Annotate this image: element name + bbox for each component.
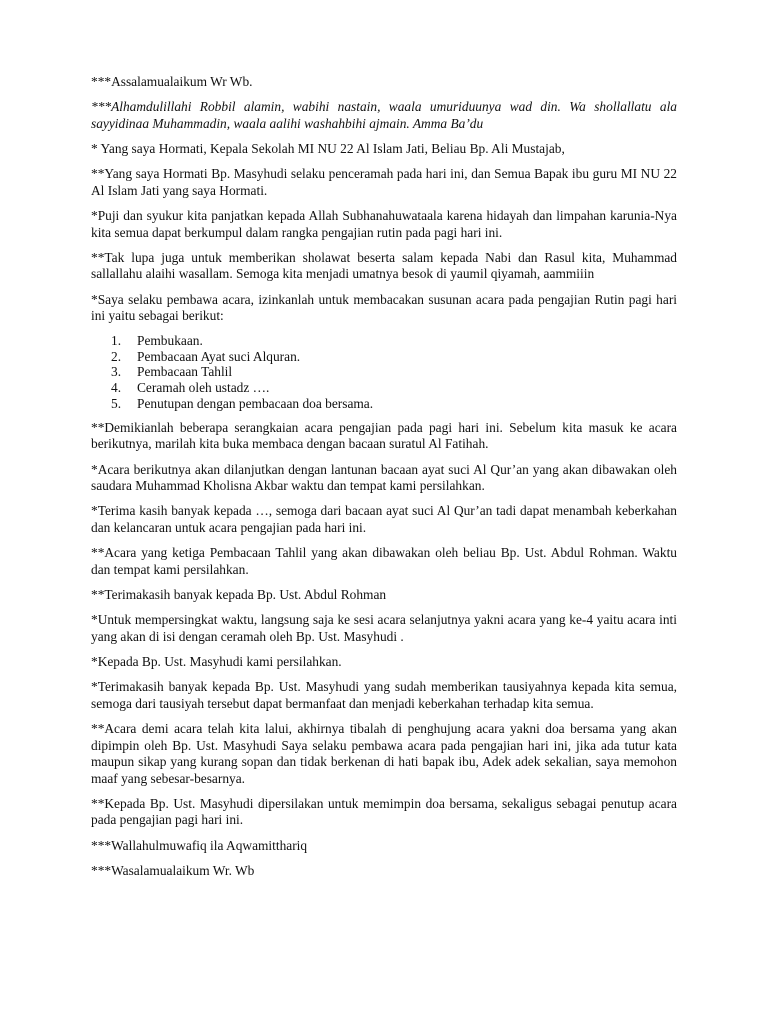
paragraph: *Saya selaku pembawa acara, izinkanlah untuk membacakan susunan acara pada pengajian Rutin pagi hari ini yaitu sebagai berikut: — [91, 291, 677, 324]
paragraph: *Puji dan syukur kita panjatkan kepada Allah Subhanahuwataala karena hidayah dan limpahan karunia-Nya kita semua dapat berkumpul dalam rangka pengajian rutin pada pagi hari ini. — [91, 207, 677, 240]
agenda-item-text: Ceramah oleh ustadz …. — [137, 380, 270, 396]
agenda-item-text: Pembukaan. — [137, 333, 203, 349]
agenda-item-number: 5. — [111, 395, 122, 411]
paragraph: **Acara yang ketiga Pembacaan Tahlil yang akan dibawakan oleh beliau Bp. Ust. Abdul Rohman. Waktu dan tempat kami persilahkan. — [91, 545, 677, 577]
document-page — [91, 74, 677, 888]
paragraph: *Terimakasih banyak kepada Bp. Ust. Masyhudi yang sudah memberikan tausiyahnya kepada kita semua, semoga dari tausiyah tersebut dapat bermanfaat dan menjadi keberkahan terhadap kita semua. — [91, 679, 677, 711]
paragraph: ***Assalamualaikum Wr Wb. — [91, 74, 253, 89]
paragraph: **Yang saya Hormati Bp. Masyhudi selaku penceramah pada hari ini, dan Semua Bapak ibu guru MI NU 22 Al Islam Jati yang saya Hormati. — [91, 166, 677, 198]
paragraph: * Yang saya Hormati, Kepala Sekolah MI NU 22 Al Islam Jati, Beliau Bp. Ali Mustajab, — [91, 140, 565, 156]
paragraph: *Untuk mempersingkat waktu, langsung saja ke sesi acara selanjutnya yakni acara yang ke-4 yaitu acara inti yang akan di isi dengan ceramah oleh Bp. Ust. Masyhudi . — [91, 612, 677, 644]
paragraph: ***Wallahulmuwafiq ila Aqwamitthariq — [91, 837, 308, 853]
agenda-item-text: Penutupan dengan pembacaan doa bersama. — [137, 395, 374, 411]
paragraph: *Acara berikutnya akan dilanjutkan dengan lantunan bacaan ayat suci Al Qur’an yang akan dibawakan oleh saudara Muhammad Kholisna Akbar waktu dan tempat kami persilahkan. — [91, 461, 677, 494]
paragraph: ***Wasalamualaikum Wr. Wb — [91, 862, 255, 878]
closing-section — [91, 420, 677, 880]
paragraph: *Kepada Bp. Ust. Masyhudi kami persilahkan. — [91, 653, 342, 669]
paragraph: **Terimakasih banyak kepada Bp. Ust. Abdul Rohman — [91, 586, 387, 602]
agenda-item — [91, 333, 677, 349]
agenda-list — [91, 333, 677, 411]
agenda-item-text: Pembacaan Ayat suci Alquran. — [137, 348, 301, 364]
agenda-item-number: 4. — [111, 380, 122, 396]
paragraph: **Tak lupa juga untuk memberikan sholawat beserta salam kepada Nabi dan Rasul kita, Muhammad sallallahu alaihi wasallam. Semoga kita menjadi umatnya besok di yaumil qiyamah, aammiiin — [91, 249, 677, 282]
agenda-item — [91, 380, 677, 396]
paragraph: *Terima kasih banyak kepada …, semoga dari bacaan ayat suci Al Qur’an tadi dapat menambah keberkahan dan kelancaran untuk acara pengajian pada hari ini. — [91, 503, 677, 535]
agenda-item-number: 1. — [111, 333, 122, 349]
agenda-item-text: Pembacaan Tahlil — [137, 364, 233, 380]
agenda-item-number: 3. — [111, 364, 122, 380]
paragraph: **Demikianlah beberapa serangkaian acara pengajian pada pagi hari ini. Sebelum kita masuk ke acara berikutnya, marilah kita buka membaca dengan bacaan suratul Al Fatihah. — [91, 419, 677, 452]
agenda-item-number: 2. — [111, 348, 122, 364]
agenda-item — [91, 349, 677, 365]
agenda-item — [91, 396, 677, 412]
paragraph: **Kepada Bp. Ust. Masyhudi dipersilakan untuk memimpin doa bersama, sekaligus sebagai penutup acara pada pengajian pagi hari ini. — [91, 795, 677, 828]
paragraph: **Acara demi acara telah kita lalui, akhirnya tibalah di penghujung acara yakni doa bersama yang akan dipimpin oleh Bp. Ust. Masyhudi Saya selaku pembawa acara pada pengajian hari ini, jika ada tutur kata maupun sikap yang kurang sopan dan tidak berkenan di hati bapak ibu, Adek adek sekalian, saya memohon maaf yang sebesar-besarnya. — [91, 720, 677, 786]
agenda-item — [91, 364, 677, 380]
paragraph: ***Alhamdulillahi Robbil alamin, wabihi nastain, waala umuriduunya wad din. Wa shollallatu ala sayyidinaa Muhammadin, waala aalihi washahbihi ajmain. Amma Ba’du — [91, 99, 677, 131]
opening-section — [91, 74, 677, 325]
